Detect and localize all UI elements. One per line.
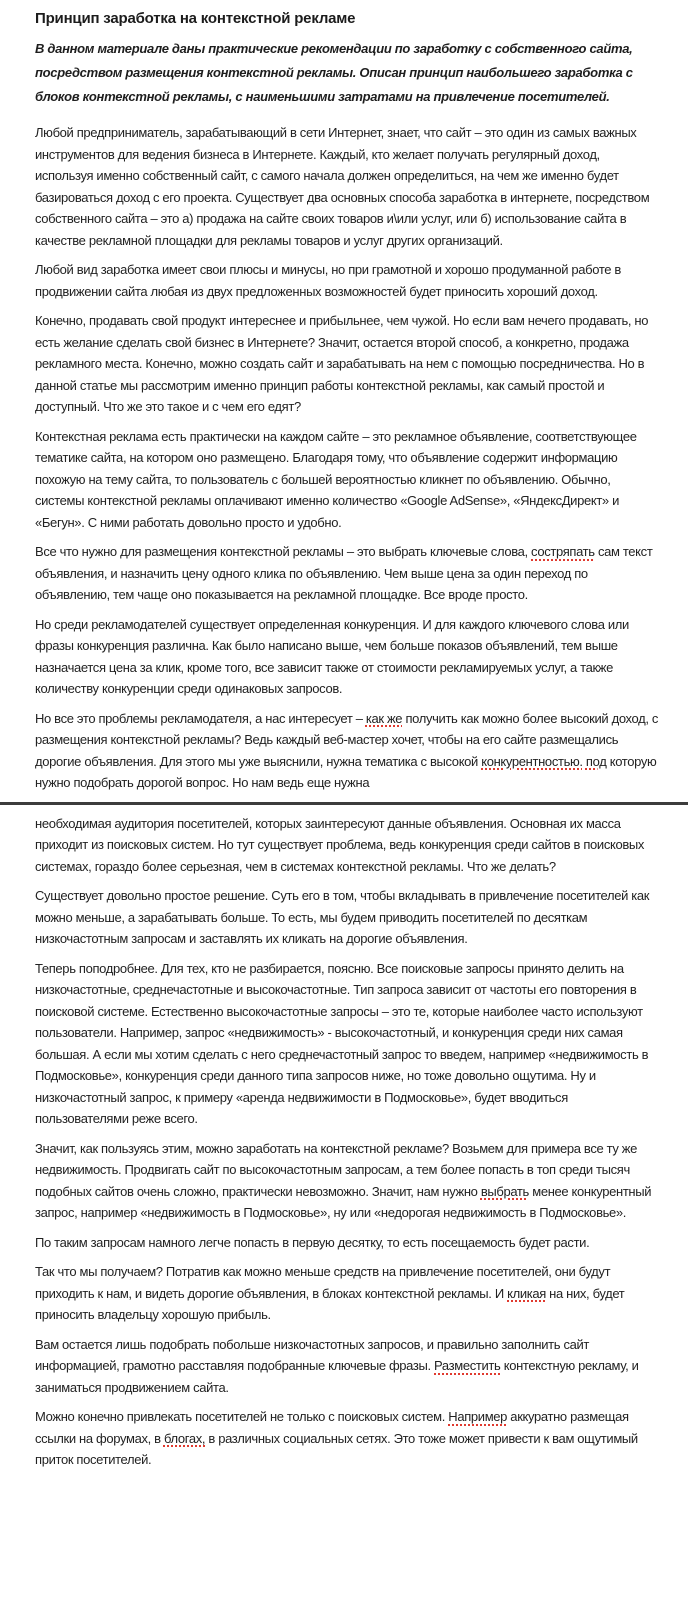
text-run: Но среди рекламодателей существует определенная конкуренция. И для каждого ключевого слова или фразы конкуренция различна. Как было написано выше, чем больше показов объявлений, тем выше назначается цена за клик, кроме того, все зависит также от стоимости рекламируемых услуг, а также количеству конкуренции среди одинаковых запросов. xyxy=(35,616,629,696)
text-run: Любой вид заработка имеет свои плюсы и минусы, но при грамотной и хорошо продуманной работе в продвижении сайта любая из двух предложенных возможностей будет приносить хороший доход. xyxy=(35,262,621,299)
paragraph xyxy=(35,614,660,700)
text-run: Значит, как пользуясь этим, можно заработать на контекстной рекламе? Возьмем для примера все ту же недвижимость. Продвигать сайт по высокочастотным запросам, а тем более попасть в топ среди тысяч подобных сайтов очень сложно, практически невозможно. Значит, нам нужно xyxy=(35,1140,638,1199)
text-run: Все что нужно для размещения контекстной рекламы – это выбрать ключевые слова, xyxy=(35,544,532,559)
paragraph xyxy=(35,813,660,878)
document-intro: В данном материале даны практические рекомендации по заработку с собственного сайта, посредством размещения контекстной рекламы. Описан принцип наибольшего заработка с блоков контекстной рекламы, с наименьшими затратами на привлечение посетителей. xyxy=(35,41,633,104)
paragraph xyxy=(35,1334,660,1399)
paragraph xyxy=(35,259,660,302)
spellcheck-underline: под xyxy=(585,753,607,769)
spellcheck-underline: кликая xyxy=(507,1285,546,1301)
text-run: Существует довольно простое решение. Суть его в том, чтобы вкладывать в привлечение посетителей как можно меньше, а зарабатывать больше. То есть, мы будем приводить посетителей по десяткам низкочастотным запросам и заставлять их кликать на дорогие объявления. xyxy=(35,888,650,946)
spellcheck-underline: блогах, xyxy=(163,1430,206,1446)
text-run: Вам остается лишь подобрать побольше низкочастотных запросов, и правильно заполнить сайт информацией, грамотно расставляя подобранные ключевые фразы. xyxy=(35,1336,590,1373)
spellcheck-underline: состряпать xyxy=(531,544,595,559)
paragraph xyxy=(35,1138,660,1224)
text-run: Любой предприниматель, зарабатывающий в сети Интернет, знает, что сайт – это один из самых важных инструментов для ведения бизнеса в Интернете. Каждый, кто желает получать регулярный доход, используя именно собственный сайт, с самого начала должен определиться, на чем же именно будет базироваться доход с его проекта. Существует два основных способа заработка в интернете, посредством собственного сайта – это а) продажа на сайте своих товаров и\или услуг, или б) использование сайта в качестве рекламной площадки для рекламы товаров и услуг других организаций. xyxy=(35,125,650,248)
text-run: Конечно, продавать свой продукт интереснее и прибыльнее, чем чужой. Но если вам нечего продавать, но есть желание сделать свой бизнес в Интернете? Значит, остается второй способ, а конкретно, продажа рекламного места. Конечно, можно создать сайт и зарабатывать на нем с помощью посредничества. Но в данной статье мы рассмотрим именно принцип работы контекстной рекламы, как самый простой и доступный. Что же это такое и с чем его едят? xyxy=(35,313,649,414)
paragraph xyxy=(35,122,660,251)
paragraph xyxy=(35,310,660,418)
text-run: контекстную рекламу, и заниматься продвижением сайта. xyxy=(35,1358,639,1395)
paragraph xyxy=(35,426,660,534)
text-run: в различных социальных сетях. Это тоже может привести к вам ощутимый приток посетителей. xyxy=(35,1430,638,1467)
text-run: Так что мы получаем? Потратив как можно меньше средств на привлечение посетителей, они будут приходить к нам, и видеть дорогие объявления, в блоках контекстной рекламы. И xyxy=(35,1264,611,1301)
paragraph xyxy=(35,1232,660,1254)
text-run: на них, будет приносить владельцу хорошую прибыль. xyxy=(35,1285,625,1322)
paragraph xyxy=(35,1406,660,1471)
paragraph xyxy=(35,958,660,1130)
spellcheck-underline: Например xyxy=(448,1409,508,1424)
text-run: Теперь поподробнее. Для тех, кто не разбирается, поясню. Все поисковые запросы принято делить на низкочастотные, среднечастотные и высокочастотные. Тип запроса зависит от частоты его повторения в поисковой системе. Естественно высокочастотные запросы – это те, которые наиболее часто используют пользователи. Например, запрос «недвижимость» - высокочастотный, и конкуренция среди них самая большая. А если мы хотим сделать с него среднечастотный запрос то введем, например «недвижимость в Подмосковье», конкуренция среди данного типа запросов ниже, но тоже довольно ощутима. Ну и низкочастотный запрос, к примеру «аренда недвижимости в Подмосковье», будет вводиться пользователями реже всего. xyxy=(35,960,649,1126)
text-run: получить как можно более высокий доход, с размещения контекстной рекламы? Ведь каждый веб-мастер хочет, чтобы на его сайте размещались дорогие объявления. Для этого мы уже выяснили, нужна тематика с высокой xyxy=(35,710,659,769)
text-run: необходимая аудитория посетителей, которых заинтересуют данные объявления. Основная их масса приходит из поисковых систем. Но тут существует проблема, ведь конкуренция среди сайтов в поисковых системах, гораздо более серьезная, чем в системах контекстной рекламы. Что же делать? xyxy=(35,815,645,874)
spellcheck-underline: выбрать xyxy=(480,1183,529,1199)
text-run: менее конкурентный запрос, например «недвижимость в Подмосковье», ну или «недорогая недвижимость в Подмосковье». xyxy=(35,1183,652,1220)
spellcheck-underline: как же xyxy=(365,710,403,726)
document-title: Принцип заработка на контекстной рекламе xyxy=(35,10,356,27)
text-run: По таким запросам намного легче попасть в первую десятку, то есть посещаемость будет расти. xyxy=(35,1234,590,1250)
spellcheck-underline: Разместить xyxy=(434,1358,501,1373)
text-run: которую нужно подобрать дорогой вопрос. Но нам ведь еще нужна xyxy=(35,753,657,790)
text-run: аккуратно размещая ссылки на форумах, в xyxy=(35,1409,629,1446)
paragraph xyxy=(35,885,660,950)
spellcheck-underline: конкурентностью. xyxy=(481,753,583,769)
text-run: Можно конечно привлекать посетителей не только с поисковых систем. xyxy=(35,1409,449,1424)
paragraph xyxy=(35,541,660,606)
page-break-divider xyxy=(0,802,688,805)
text-run: Но все это проблемы рекламодателя, а нас интересует – xyxy=(35,710,366,726)
text-run: сам текст объявления, и назначить цену одного клика по объявлению. Чем выше цена за один переход по объявлению, тем чаще оно показывается на рекламной площадке. Все вроде просто. xyxy=(35,544,653,602)
paragraph xyxy=(35,1261,660,1326)
text-run: Контекстная реклама есть практически на каждом сайте – это рекламное объявление, соответствующее тематике сайта, на котором оно размещено. Благодаря тому, что объявление содержит информацию похожую на тему сайта, то пользователь с большей вероятностью кликнет по объявлению. Обычно, системы контекстной рекламы оплачивают именно количество «Google AdSense», «ЯндексДирект» и «Бегун». С ними работать довольно просто и удобно. xyxy=(35,428,637,530)
paragraph xyxy=(35,708,660,794)
